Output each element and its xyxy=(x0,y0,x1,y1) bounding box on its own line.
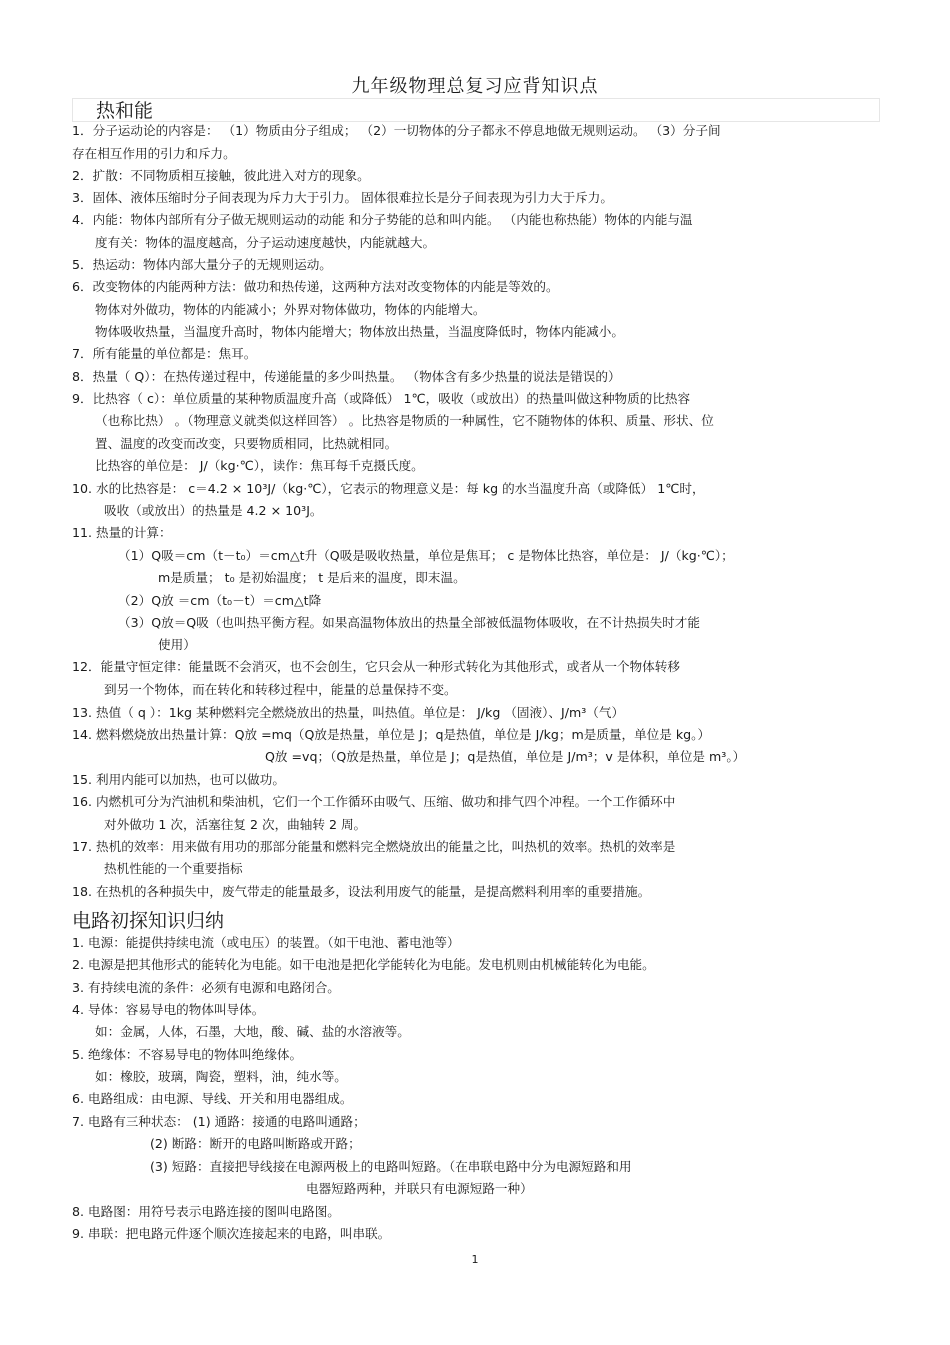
text-line: （2）Q放 ＝cm（t₀－t）＝cm△t降 xyxy=(118,593,322,608)
text-line: 1．分子运动论的内容是： （1）物质由分子组成； （2）一切物体的分子都永不停息地做无规则运动。 （3）分子间 xyxy=(72,123,721,138)
text-line: m是质量； t₀ 是初始温度； t 是后来的温度，即末温。 xyxy=(158,570,466,585)
text-line: 2．扩散：不同物质相互接触，彼此进入对方的现象。 xyxy=(72,168,370,183)
text-line: 16. 内燃机可分为汽油机和柴油机，它们一个工作循环由吸气、压缩、做功和排气四个冲程。一个工作循环中 xyxy=(72,794,676,809)
text-line: (2) 断路：断开的电路叫断路或开路； xyxy=(150,1136,361,1151)
text-line: 3．固体、液体压缩时分子间表现为斥力大于引力。 固体很难拉长是分子间表现为引力大于斥力。 xyxy=(72,190,613,205)
text-line: 11. 热量的计算： xyxy=(72,525,172,540)
text-line: 5．热运动：物体内部大量分子的无规则运动。 xyxy=(72,257,332,272)
text-line: 5. 绝缘体：不容易导电的物体叫绝缘体。 xyxy=(72,1047,303,1062)
text-line: (3) 短路：直接把导线接在电源两极上的电路叫短路。（在串联电路中分为电源短路和用 xyxy=(150,1159,632,1174)
text-line: 18. 在热机的各种损失中，废气带走的能量最多，设法利用废气的能量，是提高燃料利用率的重要措施。 xyxy=(72,884,651,899)
section-title-circuit: 电路初探知识归纳 xyxy=(72,910,225,932)
text-line: 置、温度的改变而改变，只要物质相同，比热就相同。 xyxy=(95,436,398,451)
text-line: 15. 利用内能可以加热，也可以做功。 xyxy=(72,772,285,787)
text-line: 4. 导体：容易导电的物体叫导体。 xyxy=(72,1002,265,1017)
text-line: 13. 热值（ q ）：1kg 某种燃料完全燃烧放出的热量，叫热值。单位是： J/kg （固液）、J/m³（气） xyxy=(72,705,625,720)
text-line: 6．改变物体的内能两种方法：做功和热传递，这两种方法对改变物体的内能是等效的。 xyxy=(72,279,559,294)
text-line: 7．所有能量的单位都是：焦耳。 xyxy=(72,346,257,361)
text-line: 8. 电路图：用符号表示电路连接的图叫电路图。 xyxy=(72,1204,340,1219)
text-line: 8．热量（ Q）：在热传递过程中，传递能量的多少叫热量。 （物体含有多少热量的说法是错误的） xyxy=(72,369,621,384)
text-line: 14. 燃料燃烧放出热量计算：Q放 =mq（Q放是热量，单位是 J；q是热值，单位是 J/kg；m是质量，单位是 kg。） xyxy=(72,727,711,742)
text-line: 使用） xyxy=(158,637,196,652)
text-line: 如：橡胶，玻璃，陶瓷，塑料，油，纯水等。 xyxy=(95,1069,347,1084)
text-line: 如：金属，人体，石墨，大地，酸、碱、盐的水溶液等。 xyxy=(95,1024,410,1039)
text-line: 12．能量守恒定律：能量既不会消灭，也不会创生，它只会从一种形式转化为其他形式，或者从一个物体转移 xyxy=(72,659,680,674)
text-line: （3）Q放＝Q吸（也叫热平衡方程。如果高温物体放出的热量全部被低温物体吸收，在不计热损失时才能 xyxy=(118,615,700,630)
text-line: （也称比热） 。（物理意义就类似这样回答） 。比热容是物质的一种属性，它不随物体的体积、质量、形状、位 xyxy=(95,413,714,428)
section-heading-box xyxy=(72,98,880,122)
text-line: 存在相互作用的引力和斥力。 xyxy=(72,146,236,161)
text-line: 度有关：物体的温度越高，分子运动速度越快，内能就越大。 xyxy=(95,235,436,250)
text-line: 物体对外做功，物体的内能减小；外界对物体做功，物体的内能增大。 xyxy=(95,302,486,317)
text-line: 3. 有持续电流的条件：必须有电源和电路闭合。 xyxy=(72,980,340,995)
text-line: 9．比热容（ c）：单位质量的某种物质温度升高（或降低） 1℃，吸收（或放出）的热量叫做这种物质的比热容 xyxy=(72,391,691,406)
text-line: 2. 电源是把其他形式的能转化为电能。如干电池是把化学能转化为电能。发电机则由机械能转化为电能。 xyxy=(72,957,655,972)
text-line: 4．内能：物体内部所有分子做无规则运动的动能 和分子势能的总和叫内能。 （内能也称热能）物体的内能与温 xyxy=(72,212,693,227)
text-line: 到另一个物体，而在转化和转移过程中，能量的总量保持不变。 xyxy=(104,682,457,697)
text-line: 17. 热机的效率：用来做有用功的那部分能量和燃料完全燃烧放出的能量之比，叫热机的效率。热机的效率是 xyxy=(72,839,676,854)
text-line: 比热容的单位是： J/（kg·℃），读作：焦耳每千克摄氏度。 xyxy=(95,458,424,473)
text-line: 吸收（或放出）的热量是 4.2 × 10³J。 xyxy=(104,503,323,518)
text-line: 7. 电路有三种状态： (1) 通路：接通的电路叫通路； xyxy=(72,1114,366,1129)
text-line: 1. 电源：能提供持续电流（或电压）的装置。（如干电池、蓄电池等） xyxy=(72,935,460,950)
document-title: 九年级物理总复习应背知识点 xyxy=(351,76,599,97)
text-line: 热机性能的一个重要指标 xyxy=(104,861,243,876)
text-line: 6. 电路组成：由电源、导线、开关和用电器组成。 xyxy=(72,1091,353,1106)
page-number: 1 xyxy=(471,1253,479,1266)
text-line: 物体吸收热量，当温度升高时，物体内能增大；物体放出热量，当温度降低时，物体内能减小。 xyxy=(95,324,624,339)
text-line: 对外做功 1 次，活塞往复 2 次，曲轴转 2 周。 xyxy=(104,817,367,832)
text-line: 电器短路两种，并联只有电源短路一种） xyxy=(306,1181,533,1196)
text-line: 9. 串联：把电路元件逐个顺次连接起来的电路，叫串联。 xyxy=(72,1226,391,1241)
text-line: （1）Q吸＝cm（t－t₀）＝cm△t升（Q吸是吸收热量，单位是焦耳； c 是物体比热容，单位是： J/（kg·℃）； xyxy=(118,548,734,563)
text-line: Q放 =vq；（Q放是热量，单位是 J；q是热值，单位是 J/m³；v 是体积，单位是 m³。） xyxy=(265,749,746,764)
text-line: 10. 水的比热容是： c＝4.2 × 10³J/（kg·℃），它表示的物理意义是：每 kg 的水当温度升高（或降低） 1℃时， xyxy=(72,481,705,496)
section-title-heat: 热和能 xyxy=(96,100,154,122)
